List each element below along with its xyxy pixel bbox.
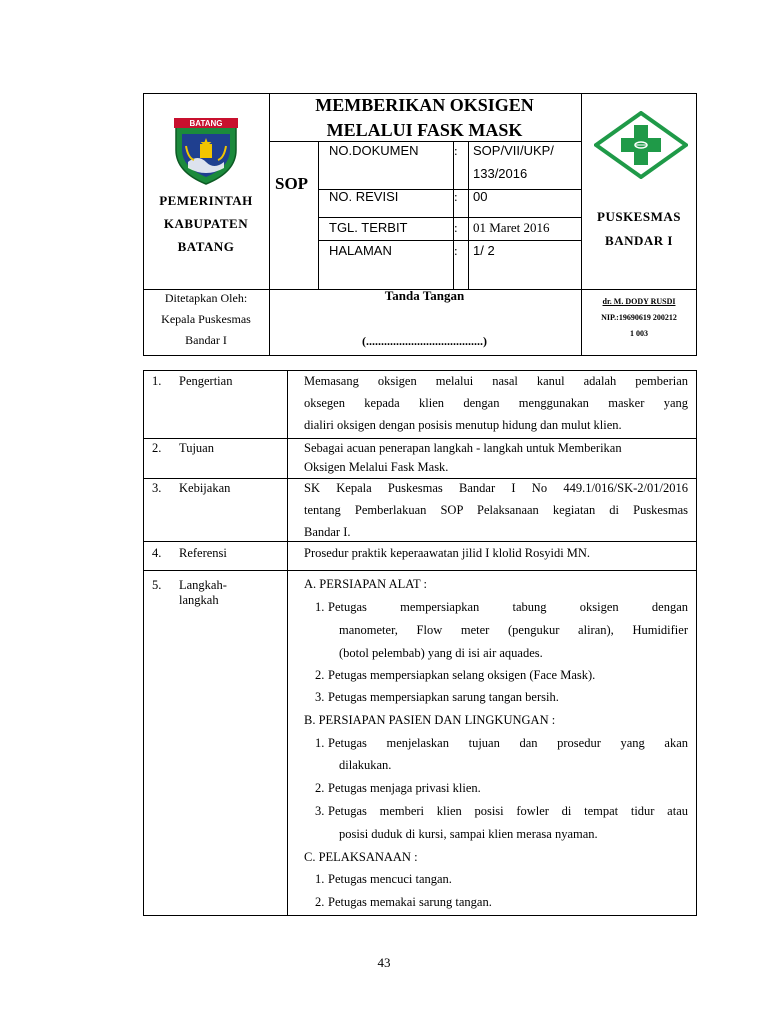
- official-nip-1: NIP.:19690619 200212: [601, 313, 677, 322]
- signature-blank: (.......................................): [362, 334, 487, 348]
- content-divider-4: [144, 570, 696, 571]
- institution-line-1: PUSKESMAS: [597, 209, 681, 224]
- section-4-text-line-1: Prosedur praktik keperaawatan jilid I klolid Rosyidi MN.: [304, 546, 591, 560]
- header-divider-row3: [318, 240, 581, 241]
- section-3-text-line-1: SK Kepala Puskesmas Bandar I No 449.1/016/SK-2/01/2016: [304, 481, 688, 495]
- step-c-heading: C. PELAKSANAAN :: [304, 850, 418, 864]
- issue-date-label: TGL. TERBIT: [329, 220, 408, 235]
- step-a-3-line-1: Petugas mempersiapkan sarung tangan bersih.: [328, 690, 559, 704]
- approval-line-2: Kepala Puskesmas: [161, 312, 251, 326]
- section-3-text-line-2: tentang Pemberlakuan SOP Pelaksanaan kegiatan di Puskesmas: [304, 503, 688, 517]
- doc-number-value-2: 133/2016: [473, 166, 528, 181]
- page-number: 43: [377, 955, 391, 970]
- section-1-label: Pengertian: [179, 374, 233, 388]
- step-a-2-number: 2.: [315, 668, 325, 682]
- step-b-3-line-2: posisi duduk di kursi, sampai klien merasa nyaman.: [339, 827, 598, 841]
- document-title-line-1: MEMBERIKAN OKSIGEN: [315, 95, 534, 115]
- official-nip-2: 1 003: [630, 329, 648, 338]
- section-5-number: 5.: [152, 578, 162, 592]
- government-line-1: PEMERINTAH: [159, 193, 253, 208]
- step-a-1-number: 1.: [315, 600, 325, 614]
- header-divider-colon-left: [453, 141, 454, 289]
- content-divider-2: [144, 478, 696, 479]
- government-line-2: KABUPATEN: [163, 216, 249, 231]
- batang-crest-logo: [170, 116, 242, 186]
- step-c-1-number: 1.: [315, 872, 325, 886]
- step-a-3-number: 3.: [315, 690, 325, 704]
- step-b-3-line-1: Petugas memberi klien posisi fowler di tempat tidur atau: [328, 804, 688, 818]
- section-2-text-line-2: Oksigen Melalui Fask Mask.: [304, 460, 449, 474]
- puskesmas-logo: [594, 111, 688, 179]
- section-2-number: 2.: [152, 441, 162, 455]
- page-value: 1/ 2: [473, 243, 495, 258]
- step-b-1-number: 1.: [315, 736, 325, 750]
- step-a-heading: A. PERSIAPAN ALAT :: [304, 577, 427, 591]
- section-1-text-line-2: oksegen kepada klien dengan menggunakan masker yang: [304, 396, 688, 410]
- page-sep: :: [454, 243, 458, 258]
- step-b-1-line-1: Petugas menjelaskan tujuan dan prosedur yang akan: [328, 736, 688, 750]
- header-divider-colon-right: [468, 141, 469, 289]
- document-title-line-2: MELALUI FASK MASK: [326, 120, 523, 140]
- signature-label: Tanda Tangan: [384, 288, 465, 303]
- content-divider-3: [144, 541, 696, 542]
- header-divider-sop: [318, 141, 319, 289]
- approval-line-1: Ditetapkan Oleh:: [164, 291, 248, 305]
- step-b-3-number: 3.: [315, 804, 325, 818]
- step-c-2-number: 2.: [315, 895, 325, 909]
- step-c-2-line-1: Petugas memakai sarung tangan.: [328, 895, 492, 909]
- step-c-1-line-1: Petugas mencuci tangan.: [328, 872, 452, 886]
- header-divider-title: [269, 141, 581, 142]
- step-a-1-line-1: Petugas mempersiapkan tabung oksigen dengan: [328, 600, 688, 614]
- doc-number-value-1: SOP/VII/UKP/: [473, 143, 554, 158]
- section-2-text-line-1: Sebagai acuan penerapan langkah - langkah untuk Memberikan: [304, 441, 622, 455]
- section-5-label-line-1: Langkah-: [179, 578, 227, 592]
- section-1-text-line-3: dialiri oksigen dengan posisis menutup hidung dan mulut klien.: [304, 418, 622, 432]
- step-b-2-number: 2.: [315, 781, 325, 795]
- issue-date-value: 01 Maret 2016: [473, 220, 550, 235]
- step-a-2-line-1: Petugas mempersiapkan selang oksigen (Face Mask).: [328, 668, 596, 682]
- section-2-label: Tujuan: [179, 441, 214, 455]
- svg-text:BATANG: BATANG: [189, 119, 223, 128]
- header-divider-row2: [318, 217, 581, 218]
- approval-line-3: Bandar I: [185, 333, 227, 347]
- step-b-1-line-2: dilakukan.: [339, 758, 392, 772]
- section-1-text-line-1: Memasang oksigen melalui nasal kanul adalah pemberian: [304, 374, 688, 388]
- section-3-number: 3.: [152, 481, 162, 495]
- section-3-text-line-3: Bandar I.: [304, 525, 351, 539]
- section-5-label-line-2: langkah: [179, 593, 219, 607]
- section-4-label: Referensi: [179, 546, 227, 560]
- step-a-1-line-2: manometer, Flow meter (pengukur aliran), Humidifier: [339, 623, 688, 637]
- doc-number-label: NO.DOKUMEN: [329, 143, 419, 158]
- official-name: dr. M. DODY RUSDI: [602, 297, 676, 306]
- revision-sep: :: [454, 189, 458, 204]
- step-a-1-line-3: (botol pelembab) yang di isi air aquades.: [339, 646, 543, 660]
- sop-label: SOP: [275, 174, 309, 193]
- revision-label: NO. REVISI: [329, 189, 399, 204]
- doc-number-sep: :: [454, 143, 458, 158]
- content-divider-vertical: [287, 371, 288, 915]
- step-b-2-line-1: Petugas menjaga privasi klien.: [328, 781, 481, 795]
- revision-value: 00: [473, 189, 488, 204]
- step-b-heading: B. PERSIAPAN PASIEN DAN LINGKUNGAN :: [304, 713, 556, 727]
- section-3-label: Kebijakan: [179, 481, 231, 495]
- section-1-number: 1.: [152, 374, 162, 388]
- institution-line-2: BANDAR I: [605, 233, 673, 248]
- page-label: HALAMAN: [329, 243, 392, 258]
- issue-date-sep: :: [454, 220, 458, 235]
- government-line-3: BATANG: [177, 239, 235, 254]
- content-divider-1: [144, 438, 696, 439]
- section-4-number: 4.: [152, 546, 162, 560]
